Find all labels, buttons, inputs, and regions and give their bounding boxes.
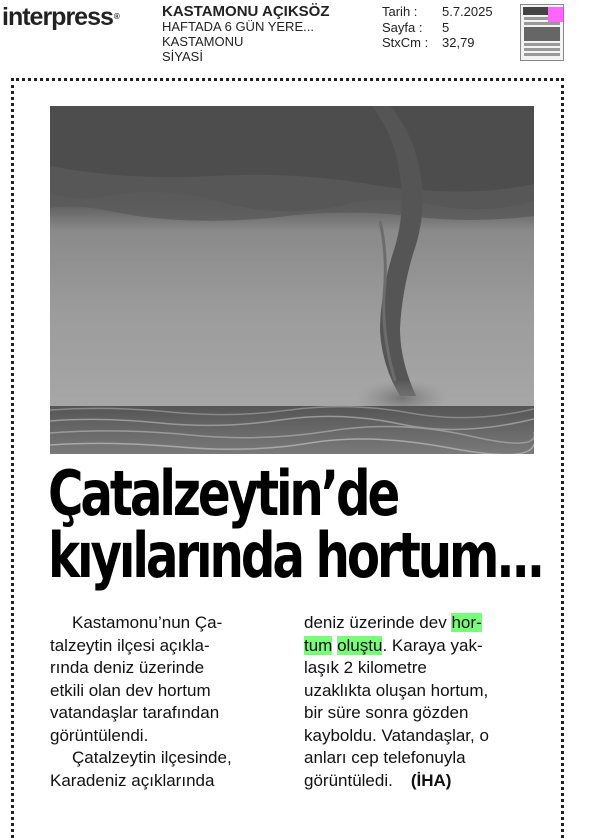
body-line: görüntülendi. — [50, 725, 149, 745]
body-column-1 — [50, 612, 285, 792]
highlight: hor- — [451, 613, 482, 632]
headline — [48, 457, 543, 592]
interpress-logo: interpress® — [2, 3, 119, 31]
source-credit: (İHA) — [410, 770, 452, 790]
body-line: kayboldu. Vatandaşlar, o — [304, 725, 489, 745]
page-value: 5 — [442, 19, 450, 35]
page-label: Sayfa : — [382, 19, 423, 35]
clipping-meta — [382, 4, 493, 51]
highlight: oluştu — [337, 635, 383, 655]
publication-name: KASTAMONU AÇIKSÖZ — [162, 3, 330, 20]
waterspout-photo — [50, 106, 534, 454]
body-line: laşık 2 kilometre — [304, 658, 427, 677]
body-line: etkili olan dev hortum — [50, 680, 211, 700]
article-title: HAFTADA 6 GÜN YERE... — [162, 19, 314, 34]
body-line: anları cep telefonuyla — [304, 748, 466, 767]
body-line: rında deniz üzerinde — [50, 658, 205, 677]
body-line: Çatalzeytin ilçesinde, — [72, 748, 232, 767]
stxcm-label: StxCm : — [382, 35, 429, 50]
category: SİYASİ — [162, 49, 203, 64]
headline-line-2: kıyılarında hortum... — [48, 519, 543, 592]
body-line: Karadeniz açıklarında — [50, 770, 215, 790]
highlight: tum — [304, 635, 333, 655]
body-line: görüntüledi. (İHA) — [304, 770, 452, 790]
body-line: bir süre sonra gözden — [304, 703, 469, 722]
body-line: uzaklıkta oluşan hortum, — [304, 680, 489, 700]
body-line: vatandaşlar tarafından — [50, 703, 220, 722]
body-line: Kastamonu’nun Ça- — [72, 613, 223, 632]
headline-line-1: Çatalzeytin’de — [48, 457, 398, 530]
body-column-2 — [304, 612, 549, 792]
date-value: 5.7.2025 — [442, 4, 493, 19]
body-line: deniz üzerinde dev hor- — [304, 613, 482, 632]
date-label: Tarih : — [382, 4, 418, 19]
publication-info — [162, 4, 330, 64]
city: KASTAMONU — [162, 34, 244, 49]
thumbnail-marker — [548, 7, 563, 22]
stxcm-value: 32,79 — [442, 35, 475, 50]
body-line: talzeytin ilçesi açıkla- — [50, 635, 210, 655]
body-line: tum oluştu. Karaya yak- — [304, 635, 483, 655]
